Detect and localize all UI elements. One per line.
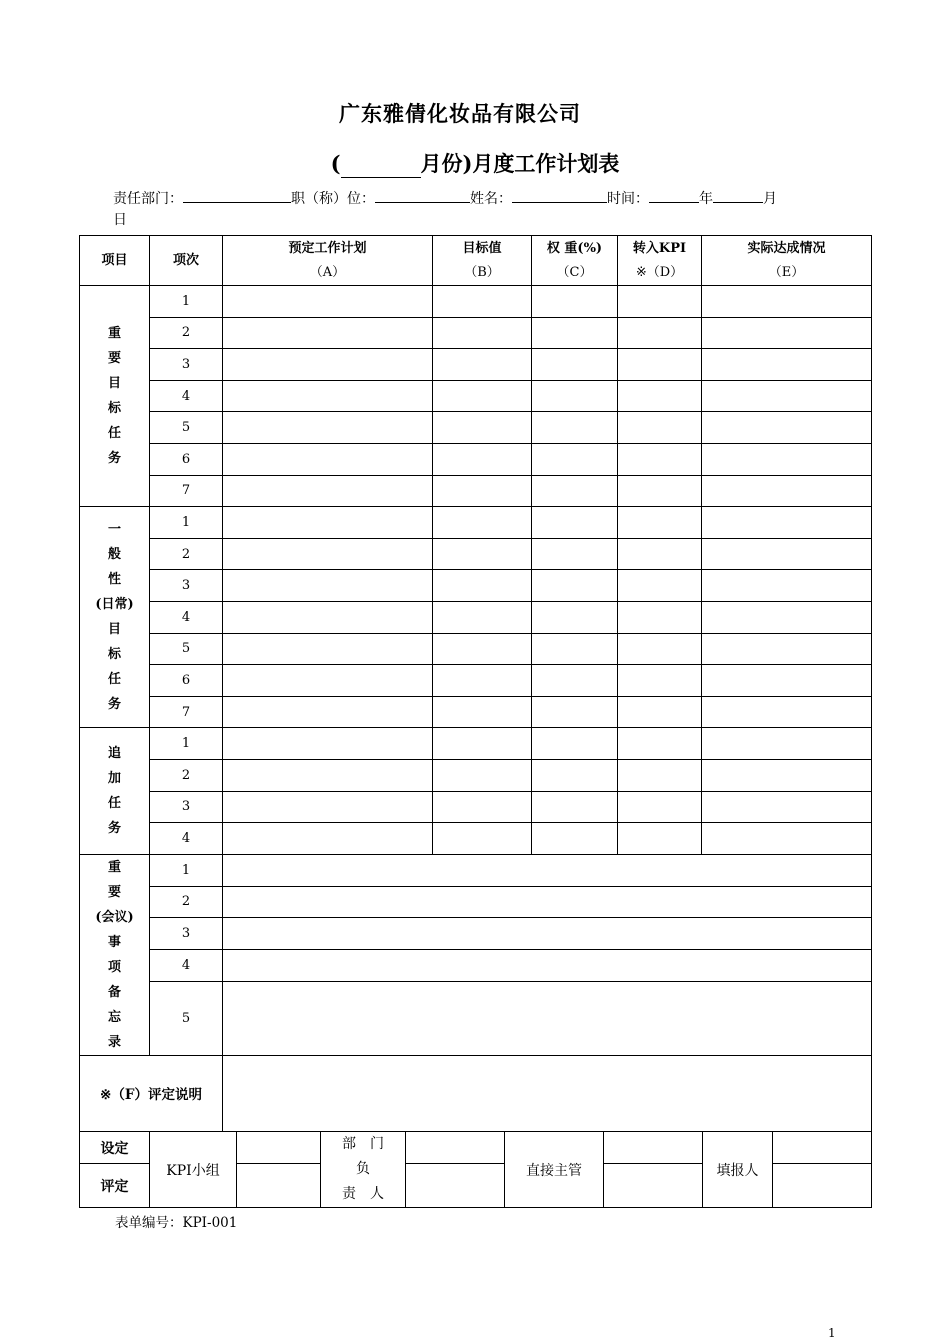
- section-label-char: 事: [107, 934, 121, 950]
- target-cell[interactable]: [433, 412, 532, 444]
- kpi-group-eval-field[interactable]: [237, 1164, 321, 1208]
- day-label: 日: [113, 212, 127, 228]
- table-row: [80, 791, 872, 823]
- kpi-cell[interactable]: [618, 759, 702, 791]
- weight-cell[interactable]: [532, 412, 618, 444]
- table-row: [80, 349, 872, 381]
- plan-cell[interactable]: [223, 475, 433, 507]
- section-label-char: 录: [107, 1034, 121, 1050]
- plan-cell[interactable]: [223, 633, 433, 665]
- row-number: 4: [150, 380, 223, 412]
- section-label-char: 务: [107, 821, 121, 836]
- header-row: [80, 236, 872, 286]
- section-label-char: 般: [107, 547, 121, 563]
- table-row: [80, 633, 872, 665]
- actual-cell[interactable]: [702, 570, 872, 602]
- plan-cell[interactable]: [223, 538, 433, 570]
- weight-cell[interactable]: [532, 791, 618, 823]
- table-row: [80, 380, 872, 412]
- section-label-char: 任: [107, 426, 121, 442]
- plan-cell[interactable]: [223, 696, 433, 728]
- row-number: 2: [150, 759, 223, 791]
- target-cell[interactable]: [433, 665, 532, 697]
- plan-cell[interactable]: [223, 665, 433, 697]
- header-target: 目标值 （B）: [433, 236, 532, 286]
- header-plan: 预定工作计划 （A）: [223, 236, 433, 286]
- actual-cell[interactable]: [702, 475, 872, 507]
- target-cell[interactable]: [433, 601, 532, 633]
- plan-cell[interactable]: [223, 349, 433, 381]
- evaluation-row: [80, 1055, 872, 1131]
- section-label-char: 一: [107, 522, 121, 538]
- table-row: [80, 918, 872, 950]
- section-label: [80, 507, 150, 728]
- target-cell[interactable]: [433, 696, 532, 728]
- target-cell[interactable]: [433, 791, 532, 823]
- weight-cell[interactable]: [532, 570, 618, 602]
- evaluation-label: ※（F）评定说明: [80, 1055, 223, 1131]
- month-label: 月: [763, 191, 777, 207]
- kpi-group-label: KPI小组: [150, 1132, 237, 1208]
- plan-cell[interactable]: [223, 570, 433, 602]
- eval-label: 评定: [80, 1164, 150, 1208]
- row-number: 4: [150, 950, 223, 982]
- filler-set-field[interactable]: [773, 1132, 872, 1164]
- table-row: [80, 317, 872, 349]
- kpi-cell[interactable]: [618, 349, 702, 381]
- kpi-cell[interactable]: [618, 601, 702, 633]
- plan-cell[interactable]: [223, 286, 433, 318]
- time-label: 时间：: [607, 191, 649, 207]
- section-label-char: (会议): [95, 909, 134, 925]
- info-line: [113, 188, 848, 231]
- kpi-cell[interactable]: [618, 570, 702, 602]
- row-number: 5: [150, 412, 223, 444]
- weight-cell[interactable]: [532, 286, 618, 318]
- plan-cell[interactable]: [223, 443, 433, 475]
- table-row: [80, 950, 872, 982]
- plan-cell[interactable]: [223, 380, 433, 412]
- kpi-cell[interactable]: [618, 823, 702, 855]
- target-cell[interactable]: [433, 633, 532, 665]
- header-weight: 权 重(%) （C）: [532, 236, 618, 286]
- kpi-cell[interactable]: [618, 633, 702, 665]
- table-row: [80, 728, 872, 760]
- plan-cell[interactable]: [223, 601, 433, 633]
- header-seq: 项次: [150, 236, 223, 286]
- dept-head-label: 部 门 负 责 人: [321, 1132, 406, 1208]
- year-blank[interactable]: [649, 188, 699, 203]
- table-row: [80, 286, 872, 318]
- row-number: 5: [150, 982, 223, 1056]
- header-item: 项目: [80, 236, 150, 286]
- actual-cell[interactable]: [702, 507, 872, 539]
- row-number: 2: [150, 886, 223, 918]
- table-row: [80, 759, 872, 791]
- weight-cell[interactable]: [532, 728, 618, 760]
- section-label-char: 务: [107, 451, 121, 467]
- table-row: [80, 696, 872, 728]
- dept-blank[interactable]: [183, 188, 291, 203]
- kpi-cell[interactable]: [618, 443, 702, 475]
- target-cell[interactable]: [433, 759, 532, 791]
- target-cell[interactable]: [433, 317, 532, 349]
- section-label-char: 任: [107, 672, 121, 688]
- kpi-cell[interactable]: [618, 380, 702, 412]
- target-cell[interactable]: [433, 349, 532, 381]
- section-label-char: 重: [107, 859, 121, 875]
- target-cell[interactable]: [433, 728, 532, 760]
- section-label-char: (日常): [95, 597, 134, 613]
- kpi-cell[interactable]: [618, 412, 702, 444]
- weight-cell[interactable]: [532, 443, 618, 475]
- actual-cell[interactable]: [702, 665, 872, 697]
- actual-cell[interactable]: [702, 538, 872, 570]
- actual-cell[interactable]: [702, 349, 872, 381]
- row-number: 1: [150, 507, 223, 539]
- memo-field[interactable]: [223, 918, 872, 950]
- table-row: [80, 823, 872, 855]
- plan-table: [79, 235, 872, 1132]
- row-number: 7: [150, 475, 223, 507]
- signature-table: [79, 1131, 872, 1208]
- memo-field[interactable]: [223, 886, 872, 918]
- row-number: 4: [150, 601, 223, 633]
- section-label-char: 标: [107, 647, 121, 663]
- section-label-char: 务: [107, 697, 121, 713]
- memo-field[interactable]: [223, 950, 872, 982]
- kpi-cell[interactable]: [618, 665, 702, 697]
- name-blank[interactable]: [512, 188, 607, 203]
- target-cell[interactable]: [433, 507, 532, 539]
- manager-set-field[interactable]: [604, 1132, 703, 1164]
- weight-cell[interactable]: [532, 507, 618, 539]
- kpi-cell[interactable]: [618, 475, 702, 507]
- kpi-cell[interactable]: [618, 728, 702, 760]
- table-row: [80, 982, 872, 1056]
- row-number: 5: [150, 633, 223, 665]
- row-number: 3: [150, 570, 223, 602]
- row-number: 4: [150, 823, 223, 855]
- header-actual: 实际达成情况 （E）: [702, 236, 872, 286]
- weight-cell[interactable]: [532, 475, 618, 507]
- weight-cell[interactable]: [532, 633, 618, 665]
- actual-cell[interactable]: [702, 791, 872, 823]
- target-cell[interactable]: [433, 443, 532, 475]
- dept-head-eval-field[interactable]: [406, 1164, 505, 1208]
- actual-cell[interactable]: [702, 696, 872, 728]
- kpi-cell[interactable]: [618, 507, 702, 539]
- dept-label: 责任部门：: [113, 191, 183, 207]
- section-label-char: 要: [107, 884, 121, 900]
- table-row: [80, 412, 872, 444]
- section-label-char: 目: [107, 376, 121, 392]
- name-label: 姓名：: [470, 191, 512, 207]
- actual-cell[interactable]: [702, 443, 872, 475]
- weight-cell[interactable]: [532, 759, 618, 791]
- weight-cell[interactable]: [532, 665, 618, 697]
- plan-cell[interactable]: [223, 759, 433, 791]
- position-blank[interactable]: [375, 188, 470, 203]
- actual-cell[interactable]: [702, 317, 872, 349]
- plan-cell[interactable]: [223, 823, 433, 855]
- row-number: 1: [150, 854, 223, 886]
- filler-eval-field[interactable]: [773, 1164, 872, 1208]
- direct-manager-label: 直接主管: [505, 1132, 604, 1208]
- table-row: [80, 507, 872, 539]
- section-label: [80, 854, 150, 1055]
- section-label-char: 追: [107, 746, 121, 761]
- row-number: 2: [150, 538, 223, 570]
- row-number: 3: [150, 918, 223, 950]
- row-number: 7: [150, 696, 223, 728]
- plan-cell[interactable]: [223, 317, 433, 349]
- weight-cell[interactable]: [532, 349, 618, 381]
- section-label-char: 性: [107, 572, 121, 588]
- row-number: 2: [150, 317, 223, 349]
- position-label: 职（称）位：: [291, 191, 375, 207]
- table-row: [80, 601, 872, 633]
- kpi-cell[interactable]: [618, 696, 702, 728]
- section-label-char: 目: [107, 622, 121, 638]
- weight-cell[interactable]: [532, 538, 618, 570]
- table-row: [80, 886, 872, 918]
- memo-field[interactable]: [223, 982, 872, 1056]
- target-cell[interactable]: [433, 570, 532, 602]
- set-label: 设定: [80, 1132, 150, 1164]
- title-open-paren: (: [330, 151, 341, 176]
- month-blank-field[interactable]: [713, 188, 763, 203]
- section-label-char: 项: [107, 959, 121, 975]
- row-number: 3: [150, 791, 223, 823]
- plan-cell[interactable]: [223, 791, 433, 823]
- actual-cell[interactable]: [702, 728, 872, 760]
- year-label: 年: [699, 191, 713, 207]
- actual-cell[interactable]: [702, 601, 872, 633]
- actual-cell[interactable]: [702, 412, 872, 444]
- target-cell[interactable]: [433, 475, 532, 507]
- form-title: [0, 148, 950, 178]
- actual-cell[interactable]: [702, 633, 872, 665]
- plan-cell[interactable]: [223, 507, 433, 539]
- section-label-char: 重: [107, 326, 121, 342]
- row-number: 6: [150, 665, 223, 697]
- row-number: 3: [150, 349, 223, 381]
- table-row: [80, 854, 872, 886]
- actual-cell[interactable]: [702, 380, 872, 412]
- weight-cell[interactable]: [532, 380, 618, 412]
- table-row: [80, 443, 872, 475]
- page-number: 1: [828, 1326, 836, 1340]
- filler-label: 填报人: [703, 1132, 773, 1208]
- target-cell[interactable]: [433, 286, 532, 318]
- kpi-cell[interactable]: [618, 317, 702, 349]
- section-label: [80, 728, 150, 854]
- dept-head-set-field[interactable]: [406, 1132, 505, 1164]
- actual-cell[interactable]: [702, 286, 872, 318]
- title-text: 月份)月度工作计划表: [420, 151, 620, 176]
- section-label-char: 要: [107, 351, 121, 367]
- row-number: 1: [150, 728, 223, 760]
- actual-cell[interactable]: [702, 823, 872, 855]
- section-label-char: 标: [107, 401, 121, 417]
- company-name: 广东雅倩化妆品有限公司: [339, 101, 581, 126]
- header-kpi: 转入KPI ※（D）: [618, 236, 702, 286]
- table-row: [80, 570, 872, 602]
- manager-eval-field[interactable]: [604, 1164, 703, 1208]
- kpi-cell[interactable]: [618, 538, 702, 570]
- row-number: 1: [150, 286, 223, 318]
- weight-cell[interactable]: [532, 696, 618, 728]
- row-number: 6: [150, 443, 223, 475]
- target-cell[interactable]: [433, 538, 532, 570]
- memo-field[interactable]: [223, 854, 872, 886]
- weight-cell[interactable]: [532, 317, 618, 349]
- table-row: [80, 475, 872, 507]
- weight-cell[interactable]: [532, 601, 618, 633]
- target-cell[interactable]: [433, 380, 532, 412]
- kpi-group-set-field[interactable]: [237, 1132, 321, 1164]
- section-label-char: 加: [107, 771, 121, 786]
- actual-cell[interactable]: [702, 759, 872, 791]
- kpi-cell[interactable]: [618, 791, 702, 823]
- evaluation-field[interactable]: [223, 1055, 872, 1131]
- section-label: [80, 286, 150, 507]
- plan-cell[interactable]: [223, 412, 433, 444]
- section-label-char: 忘: [107, 1009, 121, 1025]
- target-cell[interactable]: [433, 823, 532, 855]
- table-row: [80, 538, 872, 570]
- table-row: [80, 665, 872, 697]
- section-label-char: 任: [107, 796, 121, 811]
- month-blank: [341, 157, 421, 178]
- section-label-char: 备: [107, 984, 121, 1000]
- weight-cell[interactable]: [532, 823, 618, 855]
- form-number: 表单编号：KPI-001: [115, 1215, 238, 1231]
- plan-cell[interactable]: [223, 728, 433, 760]
- kpi-cell[interactable]: [618, 286, 702, 318]
